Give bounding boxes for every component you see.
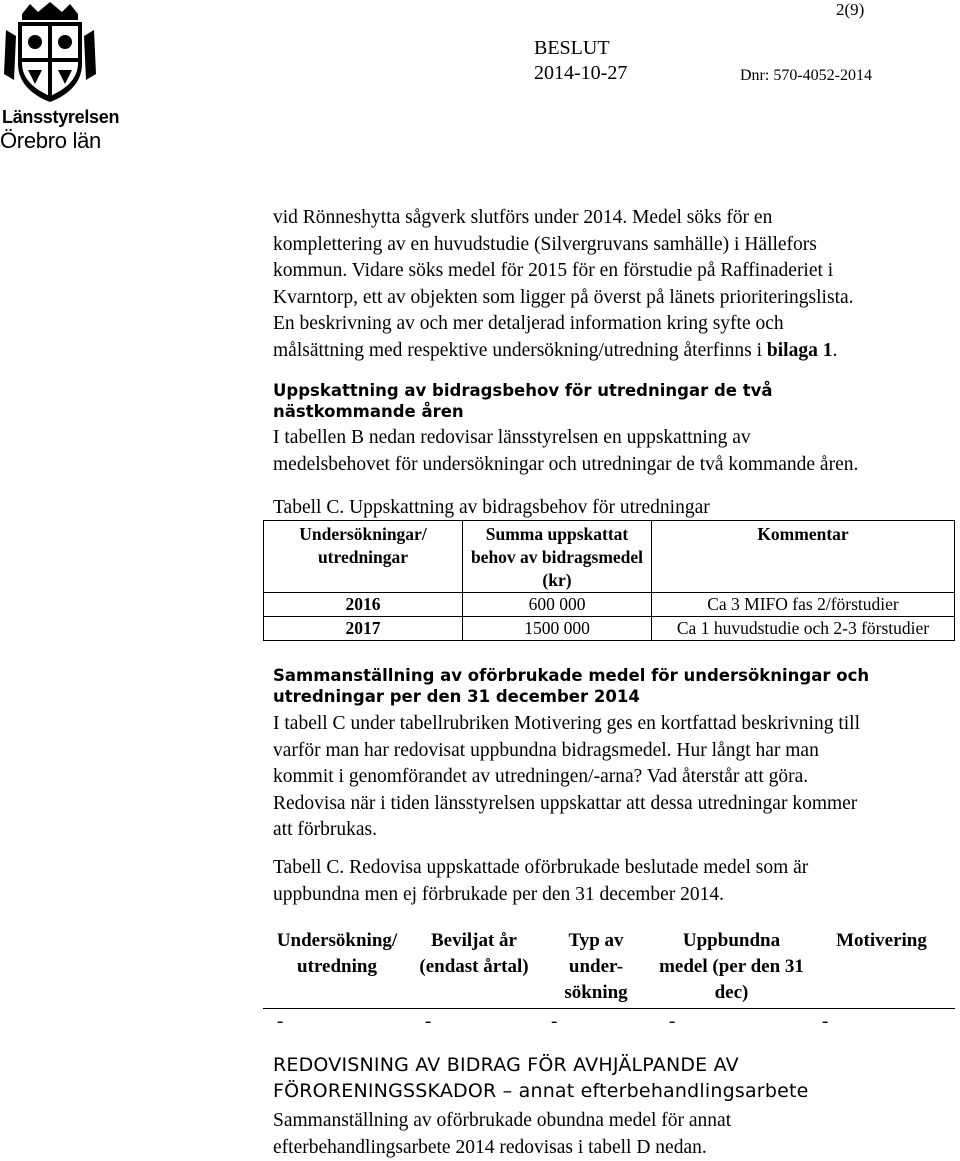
text-line: vid Rönneshytta sågverk slutförs under 2014. Medel söks för en bbox=[273, 205, 943, 232]
column-header: Summa uppskattat behov av bidragsmedel (kr) bbox=[463, 521, 652, 593]
text-line: komplettering av en huvudstudie (Silvergruvans samhälle) i Hällefors bbox=[273, 232, 943, 259]
text-line: efterbehandlingsarbete 2014 redovisas i tabell D nedan. bbox=[273, 1135, 943, 1161]
table-cell: - bbox=[808, 1009, 955, 1036]
section-body-estimate bbox=[273, 425, 943, 478]
comment-cell: Ca 3 MIFO fas 2/förstudier bbox=[652, 593, 955, 617]
estimate-table bbox=[263, 520, 955, 641]
text-line: Kvarntorp, ett av objekten som ligger på överst på länets prioriteringslista. bbox=[273, 285, 943, 312]
document-reference: Dnr: 570-4052-2014 bbox=[740, 67, 872, 85]
heading-line: REDOVISNING AV BIDRAG FÖR AVHJÄLPANDE AV bbox=[273, 1052, 943, 1078]
text-line: Redovisa när i tiden länsstyrelsen uppskattar att dessa utredningar kommer bbox=[273, 791, 943, 818]
text-line: uppbundna men ej förbrukade per den 31 december 2014. bbox=[273, 882, 943, 909]
heading-line: FÖRORENINGSSKADOR – annat efterbehandlingsarbete bbox=[273, 1078, 943, 1104]
column-header: Undersökningar/ utredningar bbox=[264, 521, 463, 593]
heading-line: Sammanställning av oförbrukade medel för undersökningar och bbox=[273, 665, 943, 686]
column-header: Motivering bbox=[808, 928, 955, 1009]
logo-text-county: Örebro län bbox=[0, 128, 101, 154]
text-line: I tabellen B nedan redovisar länsstyrelsen en uppskattning av bbox=[273, 425, 943, 452]
page-number: 2(9) bbox=[836, 0, 864, 20]
text-span: målsättning med respektive undersökning/utredning återfinns i bbox=[273, 340, 767, 361]
text-line: medelsbehovet för undersökningar och utredningar de två kommande åren. bbox=[273, 452, 943, 479]
column-header: Undersökning/ utredning bbox=[263, 928, 411, 1009]
section-body-unused-funds bbox=[273, 711, 943, 844]
column-header: Typ av under- sökning bbox=[537, 928, 655, 1009]
table-header-row bbox=[263, 928, 955, 1009]
year-cell: 2016 bbox=[264, 593, 463, 617]
text-line: varför man har redovisat uppbundna bidragsmedel. Hur långt har man bbox=[273, 738, 943, 765]
year-cell: 2017 bbox=[264, 617, 463, 641]
table-cell: - bbox=[263, 1009, 411, 1036]
section-body-remediation bbox=[273, 1108, 943, 1161]
section-heading-remediation bbox=[273, 1052, 943, 1104]
table-cell: - bbox=[411, 1009, 537, 1036]
column-header: Kommentar bbox=[652, 521, 955, 593]
appendix-reference: bilaga 1 bbox=[767, 340, 833, 361]
document-date: 2014-10-27 bbox=[534, 62, 627, 85]
text-line: kommun. Vidare söks medel för 2015 för en förstudie på Raffinaderiet i bbox=[273, 258, 943, 285]
table-caption-estimate: Tabell C. Uppskattning av bidragsbehov för utredningar bbox=[273, 495, 943, 522]
amount-cell: 1500 000 bbox=[463, 617, 652, 641]
heading-line: utredningar per den 31 december 2014 bbox=[273, 686, 943, 707]
document-type: BESLUT bbox=[534, 37, 610, 60]
text-span: . bbox=[832, 340, 837, 361]
section-heading-unused-funds bbox=[273, 665, 943, 707]
table-header-row bbox=[264, 521, 955, 593]
text-line: I tabell C under tabellrubriken Motivering ges en kortfattad beskrivning till bbox=[273, 711, 943, 738]
text-line: En beskrivning av och mer detaljerad information kring syfte och bbox=[273, 311, 943, 338]
table-cell: - bbox=[655, 1009, 808, 1036]
table-row bbox=[264, 617, 955, 641]
intro-paragraph bbox=[273, 205, 943, 364]
table-row bbox=[264, 593, 955, 617]
heading-line: nästkommande åren bbox=[273, 401, 943, 422]
unused-funds-table bbox=[263, 928, 955, 1035]
table-caption-unused-funds bbox=[273, 855, 943, 908]
text-line bbox=[273, 338, 943, 365]
column-header: Beviljat år (endast årtal) bbox=[411, 928, 537, 1009]
text-line: kommit i genomförandet av utredningen/-arna? Vad återstår att göra. bbox=[273, 764, 943, 791]
table-cell: - bbox=[537, 1009, 655, 1036]
logo-text-agency: Länsstyrelsen bbox=[2, 107, 119, 128]
text-line: att förbrukas. bbox=[273, 817, 943, 844]
heading-line: Uppskattning av bidragsbehov för utredningar de två bbox=[273, 380, 943, 401]
comment-cell: Ca 1 huvudstudie och 2-3 förstudier bbox=[652, 617, 955, 641]
text-line: Tabell C. Redovisa uppskattade oförbrukade beslutade medel som är bbox=[273, 855, 943, 882]
table-row bbox=[263, 1009, 955, 1036]
amount-cell: 600 000 bbox=[463, 593, 652, 617]
section-heading-estimate bbox=[273, 380, 943, 422]
text-line: Sammanställning av oförbrukade obundna medel för annat bbox=[273, 1108, 943, 1135]
column-header: Uppbundna medel (per den 31 dec) bbox=[655, 928, 808, 1009]
